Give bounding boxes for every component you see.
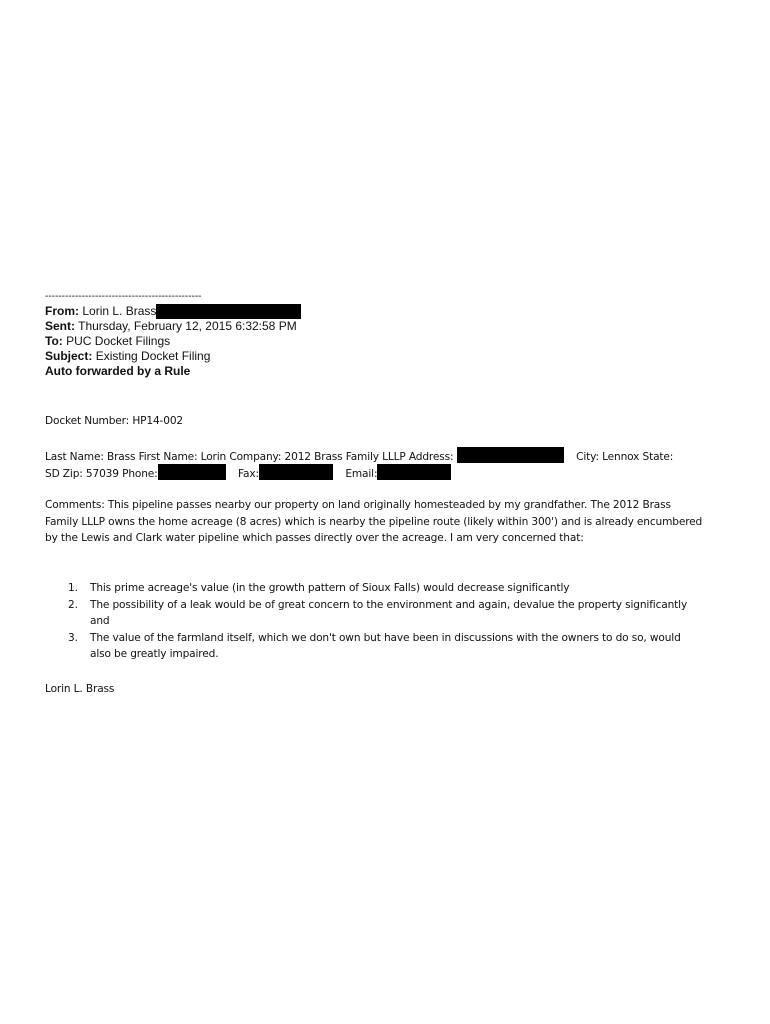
list-item-text-continued: also be greatly impaired. — [90, 648, 219, 660]
list-item-number: 3. — [68, 631, 78, 644]
sent-label: Sent: — [45, 319, 75, 333]
redaction-box — [156, 304, 301, 319]
list-item-text: The possibility of a leak would be of great concern to the environment and again, devalue the property significantly — [90, 598, 688, 611]
subject-value: Existing Docket Filing — [95, 349, 211, 363]
redaction-box — [259, 464, 333, 480]
signature: Lorin L. Brass — [45, 683, 115, 695]
sent-line — [45, 319, 297, 334]
contact-line-1 — [45, 447, 735, 466]
list-item — [45, 580, 725, 597]
contact-name-company-address: Last Name: Brass First Name: Lorin Company: 2012 Brass Family LLLP Address: — [45, 451, 454, 463]
list-item — [45, 630, 725, 663]
redaction-box — [457, 447, 564, 463]
to-value: PUC Docket Filings — [66, 334, 171, 348]
list-item-text: This prime acreage's value (in the growth pattern of Sioux Falls) would decrease significantly — [90, 582, 570, 594]
comments-paragraph — [45, 497, 735, 547]
contact-state-zip-phone: SD Zip: 57039 Phone: — [45, 468, 158, 480]
from-value: Lorin L. Brass — [82, 304, 157, 318]
comments-line: by the Lewis and Clark water pipeline which passes directly over the acreage. I am very concerned that: — [45, 532, 584, 544]
concerns-list — [45, 580, 725, 663]
subject-label: Subject: — [45, 349, 93, 363]
redaction-box — [377, 464, 451, 480]
contact-city-state: City: Lennox State: — [576, 451, 674, 463]
list-item-number: 2. — [68, 598, 78, 611]
list-item — [45, 597, 725, 630]
contact-fax-label: Fax: — [238, 468, 259, 480]
sent-value: Thursday, February 12, 2015 6:32:58 PM — [78, 319, 297, 333]
comments-line: Comments: This pipeline passes nearby our property on land originally homesteaded by my grandfather. The 2012 Brass — [45, 499, 671, 511]
contact-line-2 — [45, 464, 735, 483]
list-item-text-continued: and — [90, 615, 110, 627]
docket-number: Docket Number: HP14-002 — [45, 415, 183, 427]
to-label: To: — [45, 334, 63, 348]
auto-forward-text: Auto forwarded by a Rule — [45, 364, 191, 378]
subject-line — [45, 349, 210, 364]
list-item-number: 1. — [68, 582, 78, 594]
from-line — [45, 304, 301, 319]
list-item-text: The value of the farmland itself, which we don't own but have been in discussions with the owners to do so, would — [90, 631, 681, 644]
from-label: From: — [45, 304, 79, 318]
comments-line: Family LLLP owns the home acreage (8 acres) which is nearby the pipeline route (likely within 300') and is already encumbered — [45, 515, 703, 528]
redaction-box — [158, 464, 226, 480]
header-separator: ----------------------------------------------- — [45, 291, 202, 302]
auto-forward-line — [45, 364, 190, 379]
to-line — [45, 334, 170, 349]
contact-email-label: Email: — [345, 468, 378, 480]
